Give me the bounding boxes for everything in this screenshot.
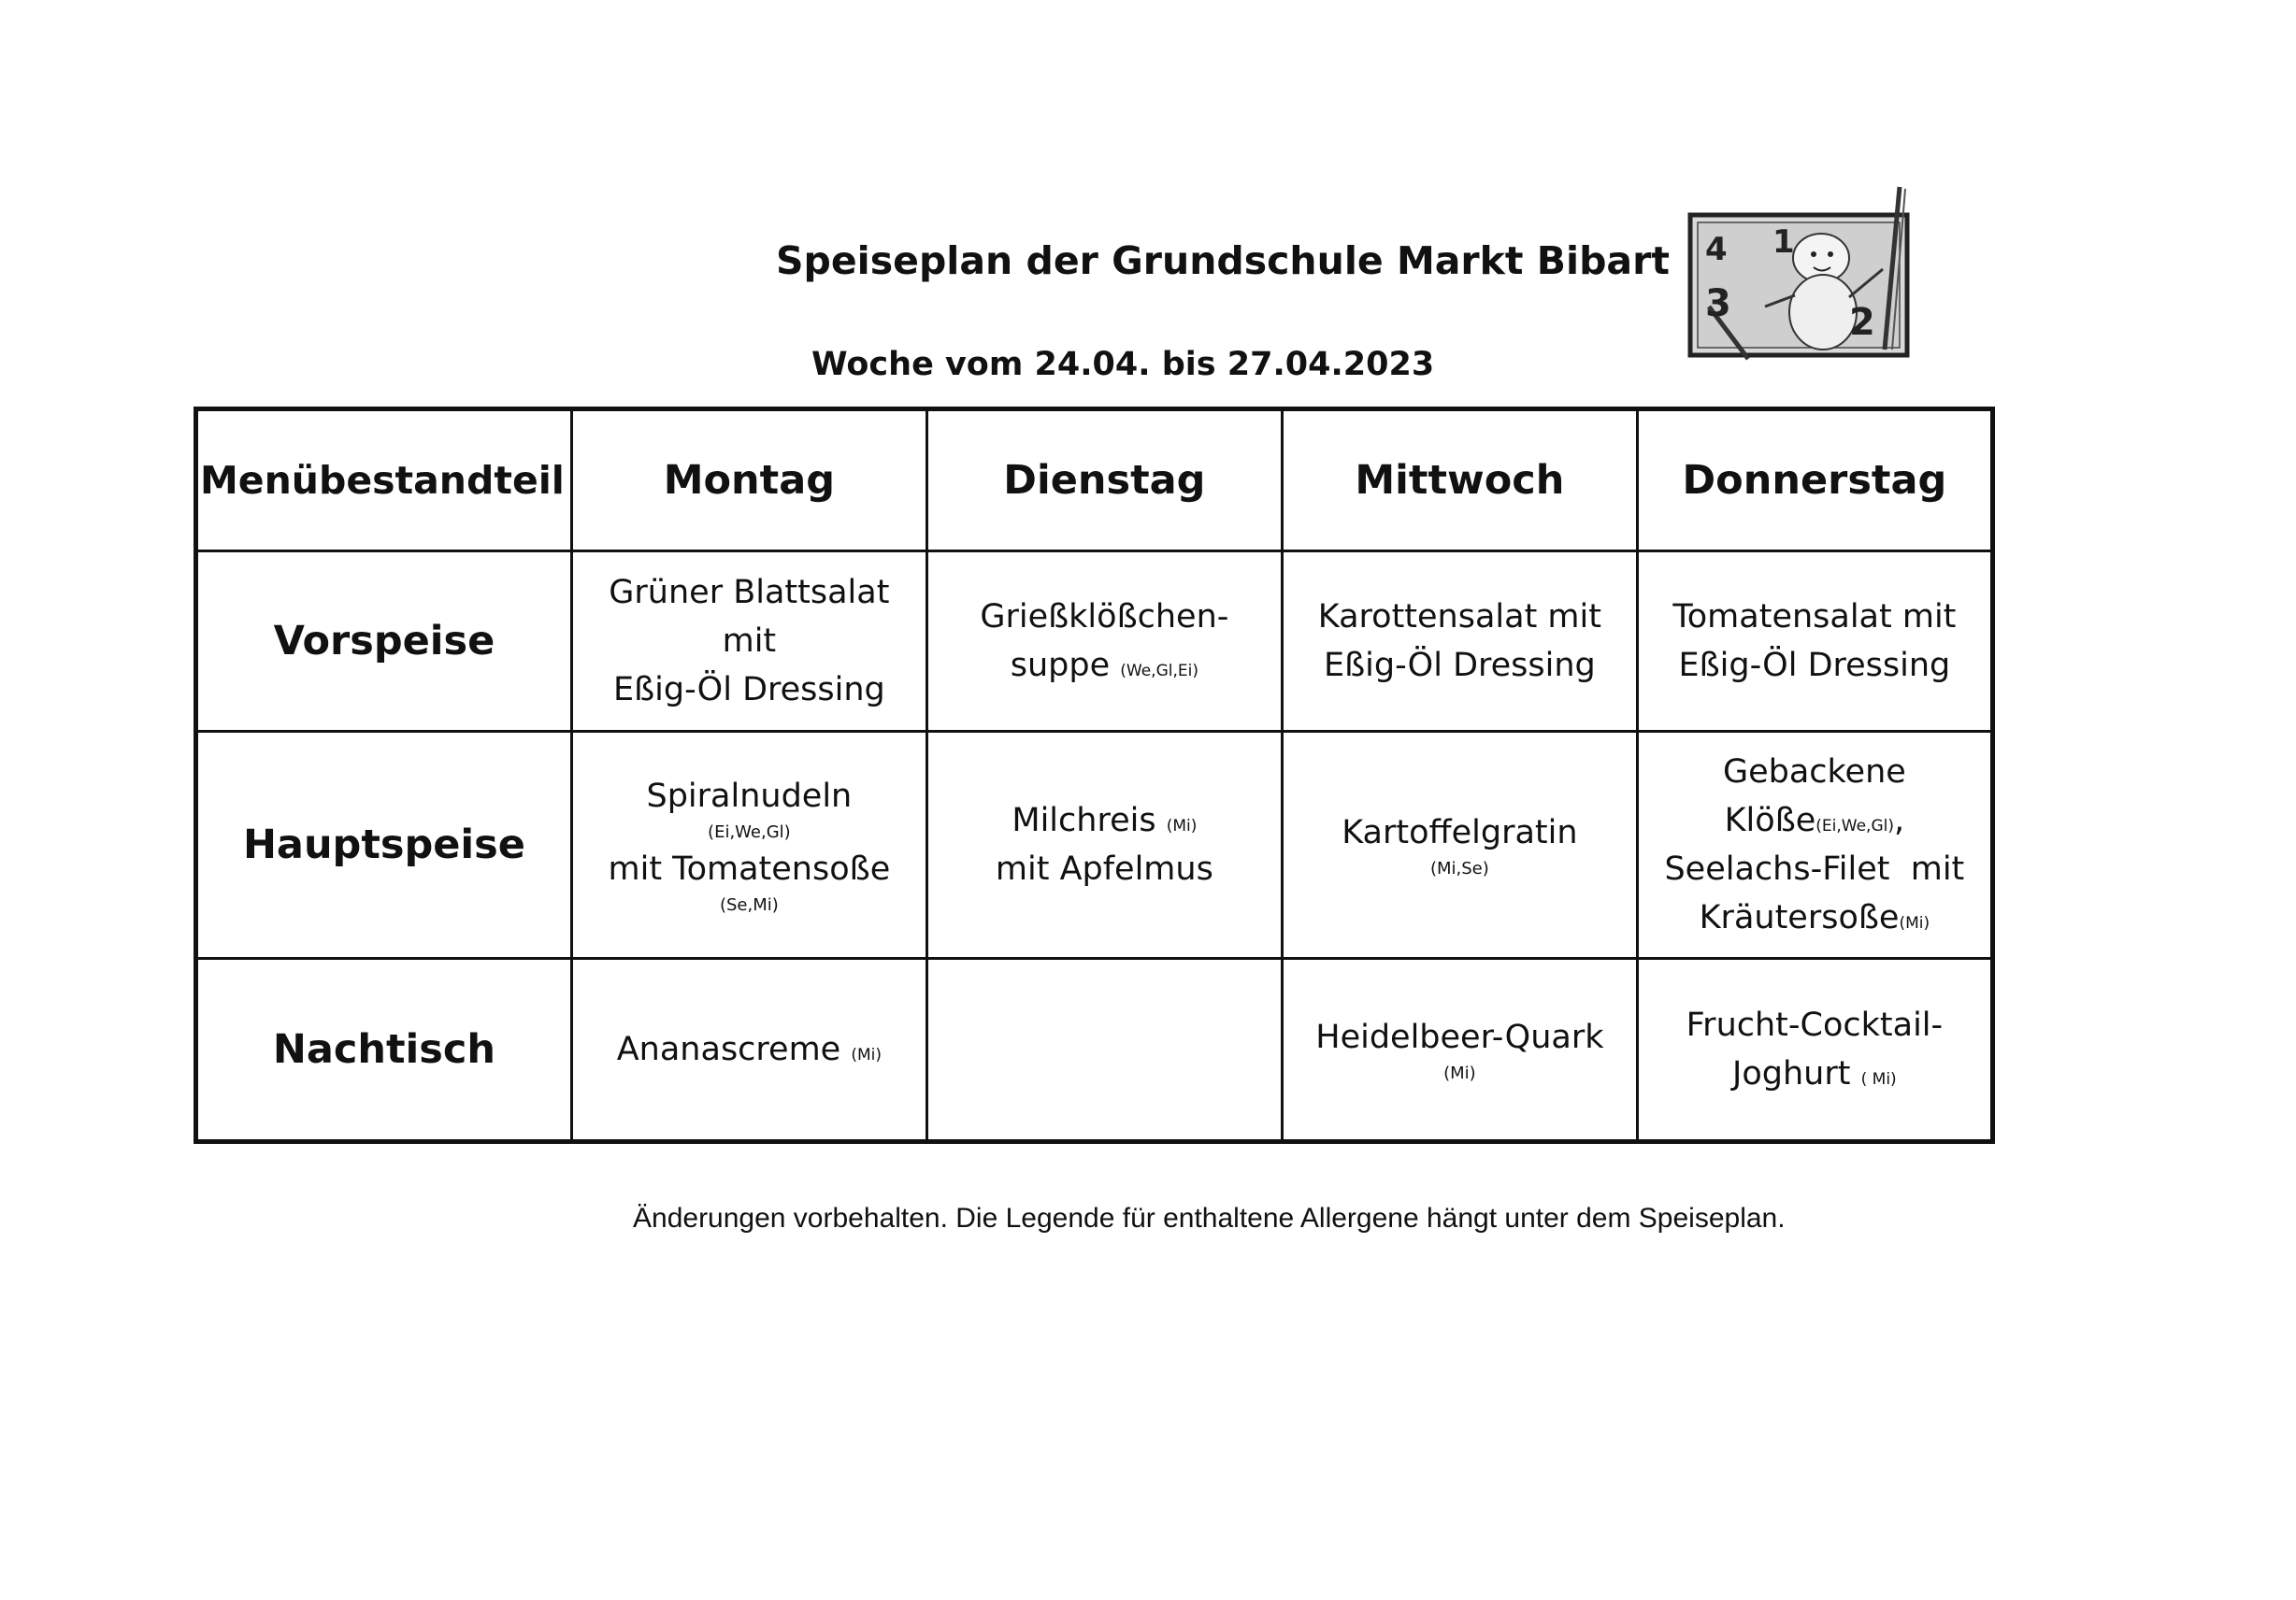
cell-vorspeise-donnerstag (1637, 551, 1992, 732)
allergen-codes: (Mi) (1443, 1064, 1476, 1083)
allergen-codes: (Mi) (851, 1046, 882, 1064)
dish-line: Heidelbeer-Quark (1315, 1019, 1604, 1056)
table-row-hauptspeise (196, 732, 1993, 959)
logo-digit: 3 (1705, 282, 1731, 325)
cell-nachtisch-dienstag (926, 959, 1282, 1142)
dish-line: Tomatensalat mit (1672, 598, 1957, 636)
cell-vorspeise-dienstag (926, 551, 1282, 732)
dish-line: Ananascreme (616, 1031, 841, 1068)
cell-hauptspeise-mittwoch (1282, 732, 1637, 959)
menu-table (194, 407, 1995, 1144)
cell-vorspeise-montag (571, 551, 926, 732)
chalkboard-hamster-icon (1683, 185, 1916, 361)
dish-line: Joghurt (1732, 1055, 1851, 1093)
logo-digit: 4 (1705, 231, 1728, 268)
allergen-codes: (We,Gl,Ei) (1120, 662, 1198, 680)
column-header-menubestandteil: Menübestandteil (196, 409, 572, 551)
dish-line: , (1894, 802, 1905, 839)
dish-line: Eßig-Öl Dressing (1323, 647, 1596, 684)
dish-line: Grießklößchen- (980, 598, 1229, 636)
column-header-dienstag: Dienstag (926, 409, 1282, 551)
row-label-hauptspeise: Hauptspeise (196, 732, 572, 959)
week-range: Woche vom 24.04. bis 27.04.2023 (811, 346, 1435, 383)
footnote: Änderungen vorbehalten. Die Legende für enthaltene Allergene hängt unter dem Speiseplan. (633, 1203, 1786, 1234)
row-label-vorspeise: Vorspeise (196, 551, 572, 732)
table-row-vorspeise (196, 551, 1993, 732)
column-header-donnerstag: Donnerstag (1637, 409, 1992, 551)
cell-nachtisch-donnerstag (1637, 959, 1992, 1142)
cell-nachtisch-montag (571, 959, 926, 1142)
cell-hauptspeise-donnerstag (1637, 732, 1992, 959)
dish-line: Frucht-Cocktail- (1686, 1007, 1944, 1044)
allergen-codes: (Mi,Se) (1429, 859, 1489, 879)
page-title: Speiseplan der Grundschule Markt Bibart (776, 238, 1670, 283)
dish-line: Eßig-Öl Dressing (1678, 647, 1951, 684)
dish-line: Spiralnudeln (646, 778, 853, 815)
dish-line: Grüner Blattsalat mit (609, 574, 890, 660)
dish-line: mit Apfelmus (995, 850, 1213, 888)
dish-line: suppe (1010, 647, 1111, 684)
cell-hauptspeise-montag (571, 732, 926, 959)
cell-nachtisch-mittwoch (1282, 959, 1637, 1142)
allergen-codes: (Mi) (1899, 914, 1930, 933)
cell-hauptspeise-dienstag (926, 732, 1282, 959)
dish-line: Eßig-Öl Dressing (612, 671, 885, 708)
dish-line: Milchreis (1012, 802, 1156, 839)
allergen-codes: (Mi) (1166, 817, 1198, 836)
allergen-codes: (Se,Mi) (719, 895, 779, 915)
dish-line: Gebackene (1722, 753, 1906, 791)
row-label-nachtisch: Nachtisch (196, 959, 572, 1142)
allergen-codes: (Ei,We,Gl) (1815, 817, 1894, 836)
table-row-nachtisch (196, 959, 1993, 1142)
table-header-row (196, 409, 1993, 551)
logo-digit: 1 (1772, 223, 1795, 261)
allergen-codes: (Ei,We,Gl) (708, 822, 791, 842)
logo-digit: 2 (1849, 301, 1875, 344)
cell-vorspeise-mittwoch (1282, 551, 1637, 732)
column-header-montag: Montag (571, 409, 926, 551)
dish-line: mit Tomatensoße (608, 850, 891, 888)
dish-line: Kräutersoße (1699, 899, 1900, 936)
dish-line: Karottensalat mit (1317, 598, 1601, 636)
dish-line: Seelachs-Filet mit (1664, 850, 1965, 888)
column-header-mittwoch: Mittwoch (1282, 409, 1637, 551)
dish-line: Klöße (1724, 802, 1816, 839)
allergen-codes: ( Mi) (1860, 1070, 1897, 1089)
dish-line: Kartoffelgratin (1342, 814, 1578, 851)
